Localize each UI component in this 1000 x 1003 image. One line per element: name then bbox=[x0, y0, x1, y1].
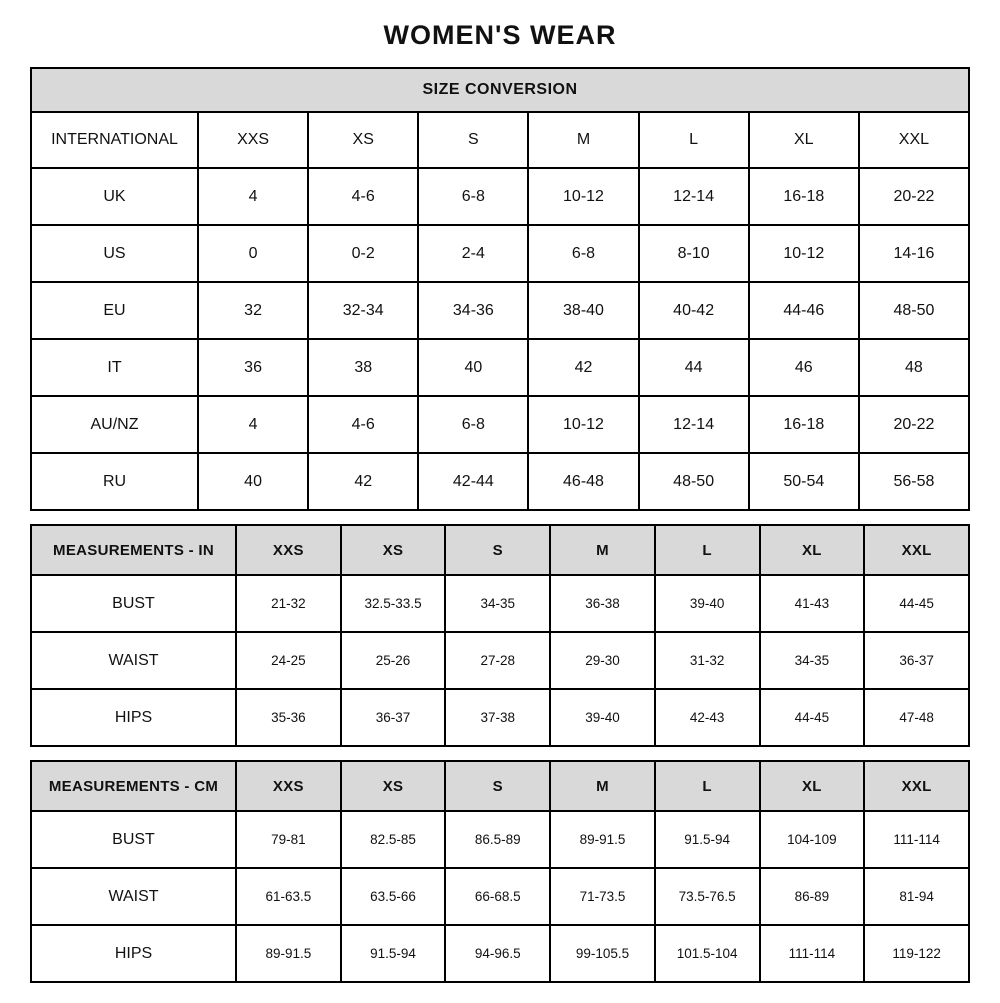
table-cell: 42 bbox=[528, 339, 638, 396]
table-cell: 12-14 bbox=[639, 396, 749, 453]
table-cell: 48-50 bbox=[639, 453, 749, 510]
table-row-aunz bbox=[31, 396, 969, 453]
table-cell: 42 bbox=[308, 453, 418, 510]
table-cell: 10-12 bbox=[528, 396, 638, 453]
column-header-xs: XS bbox=[341, 525, 446, 575]
page-title: WOMEN'S WEAR bbox=[383, 20, 617, 50]
table-cell: 91.5-94 bbox=[341, 925, 446, 982]
table-row-uk bbox=[31, 168, 969, 225]
row-label: EU bbox=[31, 282, 198, 339]
column-header-xs: XS bbox=[308, 112, 418, 168]
column-header-m: M bbox=[550, 525, 655, 575]
table-cell: 61-63.5 bbox=[236, 868, 341, 925]
column-header-l: L bbox=[655, 761, 760, 811]
column-header-xl: XL bbox=[749, 112, 859, 168]
table-cell: 48 bbox=[859, 339, 969, 396]
table-row-waist bbox=[31, 632, 969, 689]
table-cell: 8-10 bbox=[639, 225, 749, 282]
column-header-m: M bbox=[528, 112, 638, 168]
table-cell: 38 bbox=[308, 339, 418, 396]
measurements-in-table bbox=[30, 524, 970, 747]
row-label: US bbox=[31, 225, 198, 282]
table-cell: 38-40 bbox=[528, 282, 638, 339]
column-header-xxs: XXS bbox=[198, 112, 308, 168]
table-cell: 20-22 bbox=[859, 168, 969, 225]
table-cell: 101.5-104 bbox=[655, 925, 760, 982]
table-cell: 12-14 bbox=[639, 168, 749, 225]
table-cell: 24-25 bbox=[236, 632, 341, 689]
table-cell: 34-36 bbox=[418, 282, 528, 339]
table-row-waist bbox=[31, 868, 969, 925]
table-cell: 79-81 bbox=[236, 811, 341, 868]
table-cell: 111-114 bbox=[864, 811, 969, 868]
table-cell: 10-12 bbox=[528, 168, 638, 225]
table-cell: 21-32 bbox=[236, 575, 341, 632]
table-row-eu bbox=[31, 282, 969, 339]
table-cell: 32.5-33.5 bbox=[341, 575, 446, 632]
table-cell: 36-38 bbox=[550, 575, 655, 632]
row-label: UK bbox=[31, 168, 198, 225]
table-cell: 48-50 bbox=[859, 282, 969, 339]
table-cell: 4 bbox=[198, 396, 308, 453]
table-cell: 42-43 bbox=[655, 689, 760, 746]
column-header-international: INTERNATIONAL bbox=[31, 112, 198, 168]
table-cell: 16-18 bbox=[749, 396, 859, 453]
table-header-row bbox=[31, 525, 969, 575]
table-cell: 66-68.5 bbox=[445, 868, 550, 925]
column-header-xs: XS bbox=[341, 761, 446, 811]
column-header-xxl: XXL bbox=[864, 525, 969, 575]
table-cell: 89-91.5 bbox=[236, 925, 341, 982]
table-cell: 4 bbox=[198, 168, 308, 225]
table-row-us bbox=[31, 225, 969, 282]
table-cell: 2-4 bbox=[418, 225, 528, 282]
column-header-measurements-in: MEASUREMENTS - IN bbox=[31, 525, 236, 575]
table-cell: 40-42 bbox=[639, 282, 749, 339]
table-cell: 32-34 bbox=[308, 282, 418, 339]
table-cell: 56-58 bbox=[859, 453, 969, 510]
table-cell: 71-73.5 bbox=[550, 868, 655, 925]
column-header-measurements-cm: MEASUREMENTS - CM bbox=[31, 761, 236, 811]
row-label: BUST bbox=[31, 575, 236, 632]
table-cell: 44-45 bbox=[760, 689, 865, 746]
table-caption-row bbox=[31, 68, 969, 112]
table-cell: 46-48 bbox=[528, 453, 638, 510]
table-cell: 94-96.5 bbox=[445, 925, 550, 982]
table-cell: 6-8 bbox=[528, 225, 638, 282]
table-cell: 44 bbox=[639, 339, 749, 396]
table-row-it bbox=[31, 339, 969, 396]
table-cell: 91.5-94 bbox=[655, 811, 760, 868]
table-cell: 82.5-85 bbox=[341, 811, 446, 868]
row-label: HIPS bbox=[31, 925, 236, 982]
table-cell: 86.5-89 bbox=[445, 811, 550, 868]
column-header-l: L bbox=[655, 525, 760, 575]
table-cell: 41-43 bbox=[760, 575, 865, 632]
column-header-xxl: XXL bbox=[859, 112, 969, 168]
table-cell: 40 bbox=[198, 453, 308, 510]
table-cell: 44-45 bbox=[864, 575, 969, 632]
row-label: IT bbox=[31, 339, 198, 396]
table-cell: 29-30 bbox=[550, 632, 655, 689]
table-cell: 27-28 bbox=[445, 632, 550, 689]
table-row-bust bbox=[31, 575, 969, 632]
table-cell: 25-26 bbox=[341, 632, 446, 689]
table-row-ru bbox=[31, 453, 969, 510]
table-cell: 44-46 bbox=[749, 282, 859, 339]
table-cell: 36-37 bbox=[341, 689, 446, 746]
table-cell: 6-8 bbox=[418, 396, 528, 453]
table-cell: 39-40 bbox=[655, 575, 760, 632]
table-cell: 0 bbox=[198, 225, 308, 282]
table-cell: 99-105.5 bbox=[550, 925, 655, 982]
table-header-row bbox=[31, 761, 969, 811]
column-header-xl: XL bbox=[760, 525, 865, 575]
column-header-l: L bbox=[639, 112, 749, 168]
table-cell: 40 bbox=[418, 339, 528, 396]
table-cell: 4-6 bbox=[308, 396, 418, 453]
table-cell: 47-48 bbox=[864, 689, 969, 746]
table-cell: 32 bbox=[198, 282, 308, 339]
table-cell: 81-94 bbox=[864, 868, 969, 925]
table-row-hips bbox=[31, 925, 969, 982]
row-label: AU/NZ bbox=[31, 396, 198, 453]
table-cell: 34-35 bbox=[445, 575, 550, 632]
measurements-cm-table bbox=[30, 760, 970, 983]
table-cell: 119-122 bbox=[864, 925, 969, 982]
size-conversion-table bbox=[30, 67, 970, 511]
row-label: BUST bbox=[31, 811, 236, 868]
table-cell: 35-36 bbox=[236, 689, 341, 746]
table-cell: 14-16 bbox=[859, 225, 969, 282]
table-cell: 89-91.5 bbox=[550, 811, 655, 868]
row-label: RU bbox=[31, 453, 198, 510]
size-conversion-title: SIZE CONVERSION bbox=[31, 68, 969, 112]
table-cell: 42-44 bbox=[418, 453, 528, 510]
row-label: HIPS bbox=[31, 689, 236, 746]
table-cell: 63.5-66 bbox=[341, 868, 446, 925]
table-cell: 0-2 bbox=[308, 225, 418, 282]
table-cell: 50-54 bbox=[749, 453, 859, 510]
table-cell: 20-22 bbox=[859, 396, 969, 453]
column-header-xxs: XXS bbox=[236, 761, 341, 811]
table-cell: 37-38 bbox=[445, 689, 550, 746]
table-cell: 10-12 bbox=[749, 225, 859, 282]
table-cell: 16-18 bbox=[749, 168, 859, 225]
table-cell: 46 bbox=[749, 339, 859, 396]
column-header-s: S bbox=[418, 112, 528, 168]
column-header-xxs: XXS bbox=[236, 525, 341, 575]
table-cell: 6-8 bbox=[418, 168, 528, 225]
table-cell: 104-109 bbox=[760, 811, 865, 868]
table-cell: 31-32 bbox=[655, 632, 760, 689]
table-cell: 4-6 bbox=[308, 168, 418, 225]
table-cell: 36 bbox=[198, 339, 308, 396]
column-header-m: M bbox=[550, 761, 655, 811]
table-cell: 39-40 bbox=[550, 689, 655, 746]
table-cell: 36-37 bbox=[864, 632, 969, 689]
row-label: WAIST bbox=[31, 632, 236, 689]
table-cell: 34-35 bbox=[760, 632, 865, 689]
table-row-hips bbox=[31, 689, 969, 746]
column-header-s: S bbox=[445, 525, 550, 575]
table-cell: 73.5-76.5 bbox=[655, 868, 760, 925]
table-header-row bbox=[31, 112, 969, 168]
table-cell: 86-89 bbox=[760, 868, 865, 925]
column-header-xxl: XXL bbox=[864, 761, 969, 811]
row-label: WAIST bbox=[31, 868, 236, 925]
table-cell: 111-114 bbox=[760, 925, 865, 982]
column-header-xl: XL bbox=[760, 761, 865, 811]
table-row-bust bbox=[31, 811, 969, 868]
column-header-s: S bbox=[445, 761, 550, 811]
